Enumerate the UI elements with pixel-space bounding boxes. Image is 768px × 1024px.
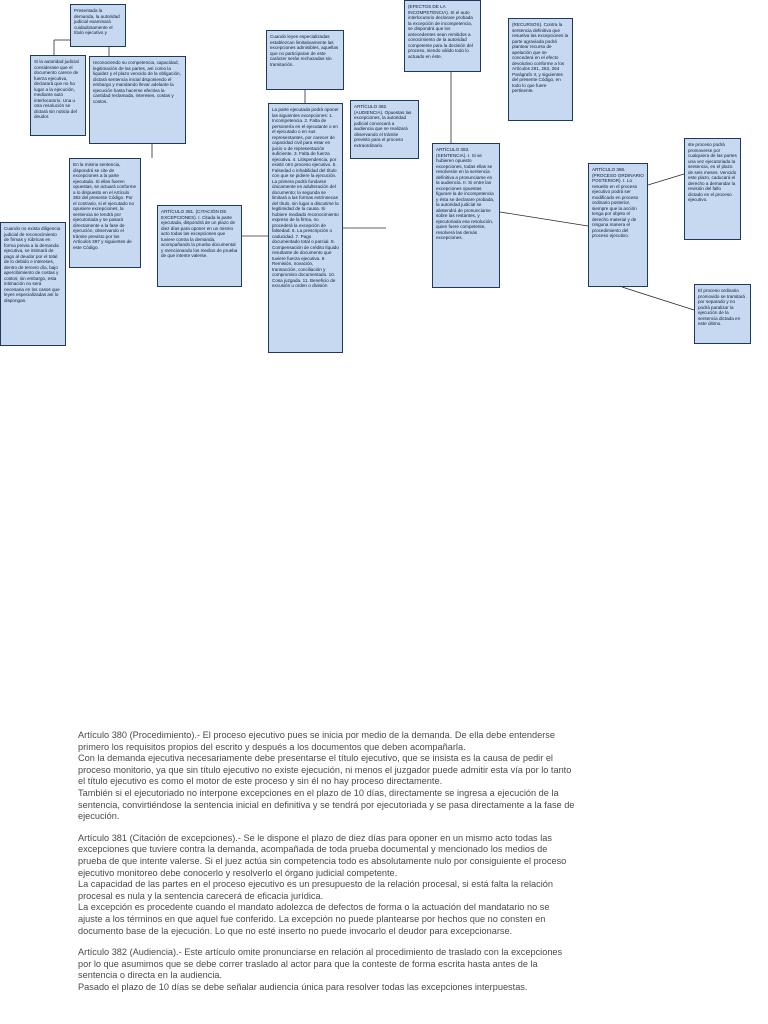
text-line: Artículo 380 (Procedimiento).- El proceso ejecutivo pues se inicia por medio de la demanda. De ella debe entenderse (78, 730, 556, 740)
text-line: procesal es nula y la sentencia carecerá de eficacia jurídica. (78, 890, 324, 901)
document-body (78, 730, 694, 1003)
text-line: sentencia o directa en la audiencia. (78, 970, 223, 981)
text-line: ajuste a los términos en que aquel fue conferido. La excepción no puede plantearse por hechos que no consten en (78, 913, 546, 924)
text-line: primero los requisitos propios del escrito y después a los documentos que deben acompañarla. (78, 741, 466, 752)
node-lista-excepciones: La parte ejecutada podrá oponer las siguientes excepciones: 1. Incompetencia. 2. Falta de personería en el ejecutante o en el ejecutado o en sus representantes, por carecer de capacidad civil para estar en juicio o de representación suficiente. 3. Falta de fuerza ejecutiva. 4. Litispendencia, por existir otro proceso ejecutivo. 5. Falsedad o inhabilidad del título con que se pidiere la ejecución. La primera podrá fundarse únicamente en adulteración del documento; la segunda se limitará a las formas extrínsecas del título, sin lugar a discutirse la legitimidad de la causa. Si hubiere mediado reconocimiento expreso de la firma, no procederá la excepción de falsedad. 6. La prescripción o caducidad. 7. Pago documentado total o parcial. 8. Compensación de crédito líquido resultante de documento que tuviere fuerza ejecutiva. 9. Remisión, novación, transacción, conciliación y compromiso documentado. 10. Cosa juzgada. 11. Beneficio de excusión u orden o división (268, 103, 343, 353)
text-line: ejecución. (78, 811, 120, 822)
connector-line (500, 212, 588, 226)
paragraph-articulo-382 (78, 947, 694, 993)
connector-line (648, 174, 684, 185)
node-reconociendo: reconociendo su competencia, capacidad, legitimación de las partes, así como la liquidez y el plazo vencido de la obligación, dictará sentencia inicial disponiendo el embargo y mandando llevar adelante la ejecución hasta hacerse efectiva la cantidad reclamada, intereses, costas y costos. (89, 56, 186, 144)
node-art-383: ARTÍCULO 383. (SENTENCIA). I. Si se hubieren opuesto excepciones, todas ellas se resolverán en la sentencia definitiva a pronunciarse en la audiencia. II. Si entre las excepciones opuestas figurare la de incompetencia y ésta se declarare probada, la autoridad judicial se abstendrá de pronunciarse sobre las restantes, y ejecutoriada esa resolución, quien fuere competente, resolverá las demás excepciones. (432, 143, 500, 288)
text-line: Artículo 381 (Citación de excepciones).- Se le dispone el plazo de diez días para oponer en un mismo acto todas las (78, 832, 552, 843)
text-line: sentencia, convirtiéndose la sentencia inicial en definitiva y se tendrá por ejecutoriada y se pasa directamente a la fase de (78, 799, 575, 810)
text-line: prueba de que intente valerse. Si el juez actúa sin competencia todo es absolutamente nulo por consiguiente el proceso (78, 855, 567, 866)
node-proceso-promoverse: ste proceso podrá promoverse por cualquiera de las partes una vez ejecutoriada la sentencia, en el plazo de seis meses. Vencido este plazo, caducará el derecho a demandar la revisión del fallo dictado en el proceso ejecutivo. (684, 138, 741, 240)
node-efectos-incompetencia: (EFECTOS DE LA INCOMPETENCIA). Si el auto interlocutorio declarare probada la excepción de incompetencia, se dispondrá que los antecedentes sean remitidos a conocimiento de la autoridad competente para la decisión del proceso, siendo válido todo lo actuado en éste. (404, 0, 481, 72)
node-art-386: ARTÍCULO 386. (PROCESO ORDINARIO POSTERIOR). I. Lo resuelto en el proceso ejecutivo podrá ser modificado en proceso ordinario posterior, siempre que la acción tenga por objeto el derecho material y de ninguna manera el procedimiento del proceso ejecutivo. (588, 163, 648, 287)
node-recursos: (RECURSOS). Contra la sentencia definitiva que resuelva las excepciones la parte agraviada podrá plantear recurso de apelación que se concederá en el efecto devolutivo conforme a los Artículos 261, 263, 264 Parágrafo II, y siguientes del presente Código, en todo lo que fuere pertinente. (508, 18, 573, 121)
node-art-381: ARTÍCULO 381. (CITACIÓN DE EXCEPCIONES). I. Citada la parte ejecutada, dispondrá de un plazo de diez días para oponer en un mismo acto todas las excepciones que tuviere contra la demanda, acompañando la prueba documental y mencionando los medios de prueba de que intente valerse. (157, 205, 242, 287)
node-proceso-ordinario: El proceso ordinario promovido se tramitará por separado y no podrá paralizar la ejecución de la sentencia dictada en este último. (694, 284, 751, 344)
text-line: el título ejecutivo es como el motor de este proceso y sin él no hay proceso directamente. (78, 776, 443, 787)
text-line: proceso monitorio, ya que sin título ejecutivo no existe ejecución, ni menos el juzgador puede admitir esta vía por lo tanto (78, 764, 572, 775)
paragraph-articulo-381 (78, 833, 694, 937)
node-leyes-especializadas: Cuando leyes especializadas establezcan limitativamente las excepciones admisibles, aquellas que no participaran de este carácter serán rechazadas sin tramitación. (266, 30, 344, 90)
text-line: La excepción es procedente cuando el mandato adolezca de defectos de forma o la actuación del mandatario no se (78, 902, 550, 913)
paragraph-articulo-380 (78, 730, 694, 823)
text-line: documento base de la ejecución. Lo que no esté inserto no puede invocarlo el deudor para excepcionarse. (78, 925, 513, 936)
text-line: Con la demanda ejecutiva necesariamente debe presentarse el título ejecutivo, que se insista es la causa de pedir el (78, 753, 553, 764)
text-line: Pasado el plazo de 10 días se debe señalar audiencia única para resolver todas las excepciones interpuestas. (78, 981, 528, 992)
node-si-autoridad: Si la autoridad judicial considerase que el documento carece de fuerza ejecutiva, declarará que no ha lugar a la ejecución, mediante auto interlocutorio. Una u otra resolución se dictará sin noticia del deudor. (30, 55, 86, 136)
node-misma-sentencia: En la misma sentencia, dispondrá se cite de excepciones a la parte ejecutada. Si ellas fueren opuestas, se actuará conforme a lo dispuesto en el Artículo 382 del presente Código. Por el contrario, si el ejecutado no opusiere excepciones, la sentencia se tendrá por ejecutoriada y se pasará directamente a la fase de ejecución, observando el trámite previsto por los Artículos 397 y siguientes de este Código. (69, 158, 141, 268)
node-presentada: Presentada la demanda, la autoridad judicial examinará cuidadosamente el título ejecutivo y (70, 4, 126, 47)
text-line: También si el ejecutoriado no interpone excepciones en el plazo de 10 días, directamente se ingresa a ejecución de la (78, 787, 559, 798)
text-line: excepciones que tuviere contra la demanda, acompañada de toda prueba documental y mencionado los medios de (78, 844, 548, 855)
text-line: ejecutivo monitoreo debe conocerlo y resolverlo el órgano judicial competente. (78, 867, 398, 878)
text-line: Artículo 382 (Audiencia).- Este artículo omite pronunciarse en relación al procedimiento de traslado con la excepciones (78, 947, 563, 958)
text-line: La capacidad de las partes en el proceso ejecutivo es un presupuesto de la relación procesal, si está falta la relación (78, 879, 553, 890)
node-art-382: ARTÍCULO 382. (AUDIENCIA). Opuestas las excepciones, la autoridad judicial convocará a audiencia que se realizará observando el trámite previsto para el proceso extraordinario. (350, 100, 419, 159)
text-line: por lo que asumimos que se debe correr traslado al actor para que la conteste de forma escrita hasta antes de la (78, 958, 538, 969)
node-cuando-no-exista: Cuando no exista diligencia judicial de reconocimiento de firmas y rúbricas en forma previa a la demanda ejecutiva, se intimará de pago al deudor por el total de lo debido e intereses, dentro de tercero día, bajo apercibimiento de costas y costos; sin embargo, esta intimación no será necesaria en los casos que leyes especializadas así lo dispongan. (0, 222, 66, 346)
connector-line (622, 287, 694, 310)
